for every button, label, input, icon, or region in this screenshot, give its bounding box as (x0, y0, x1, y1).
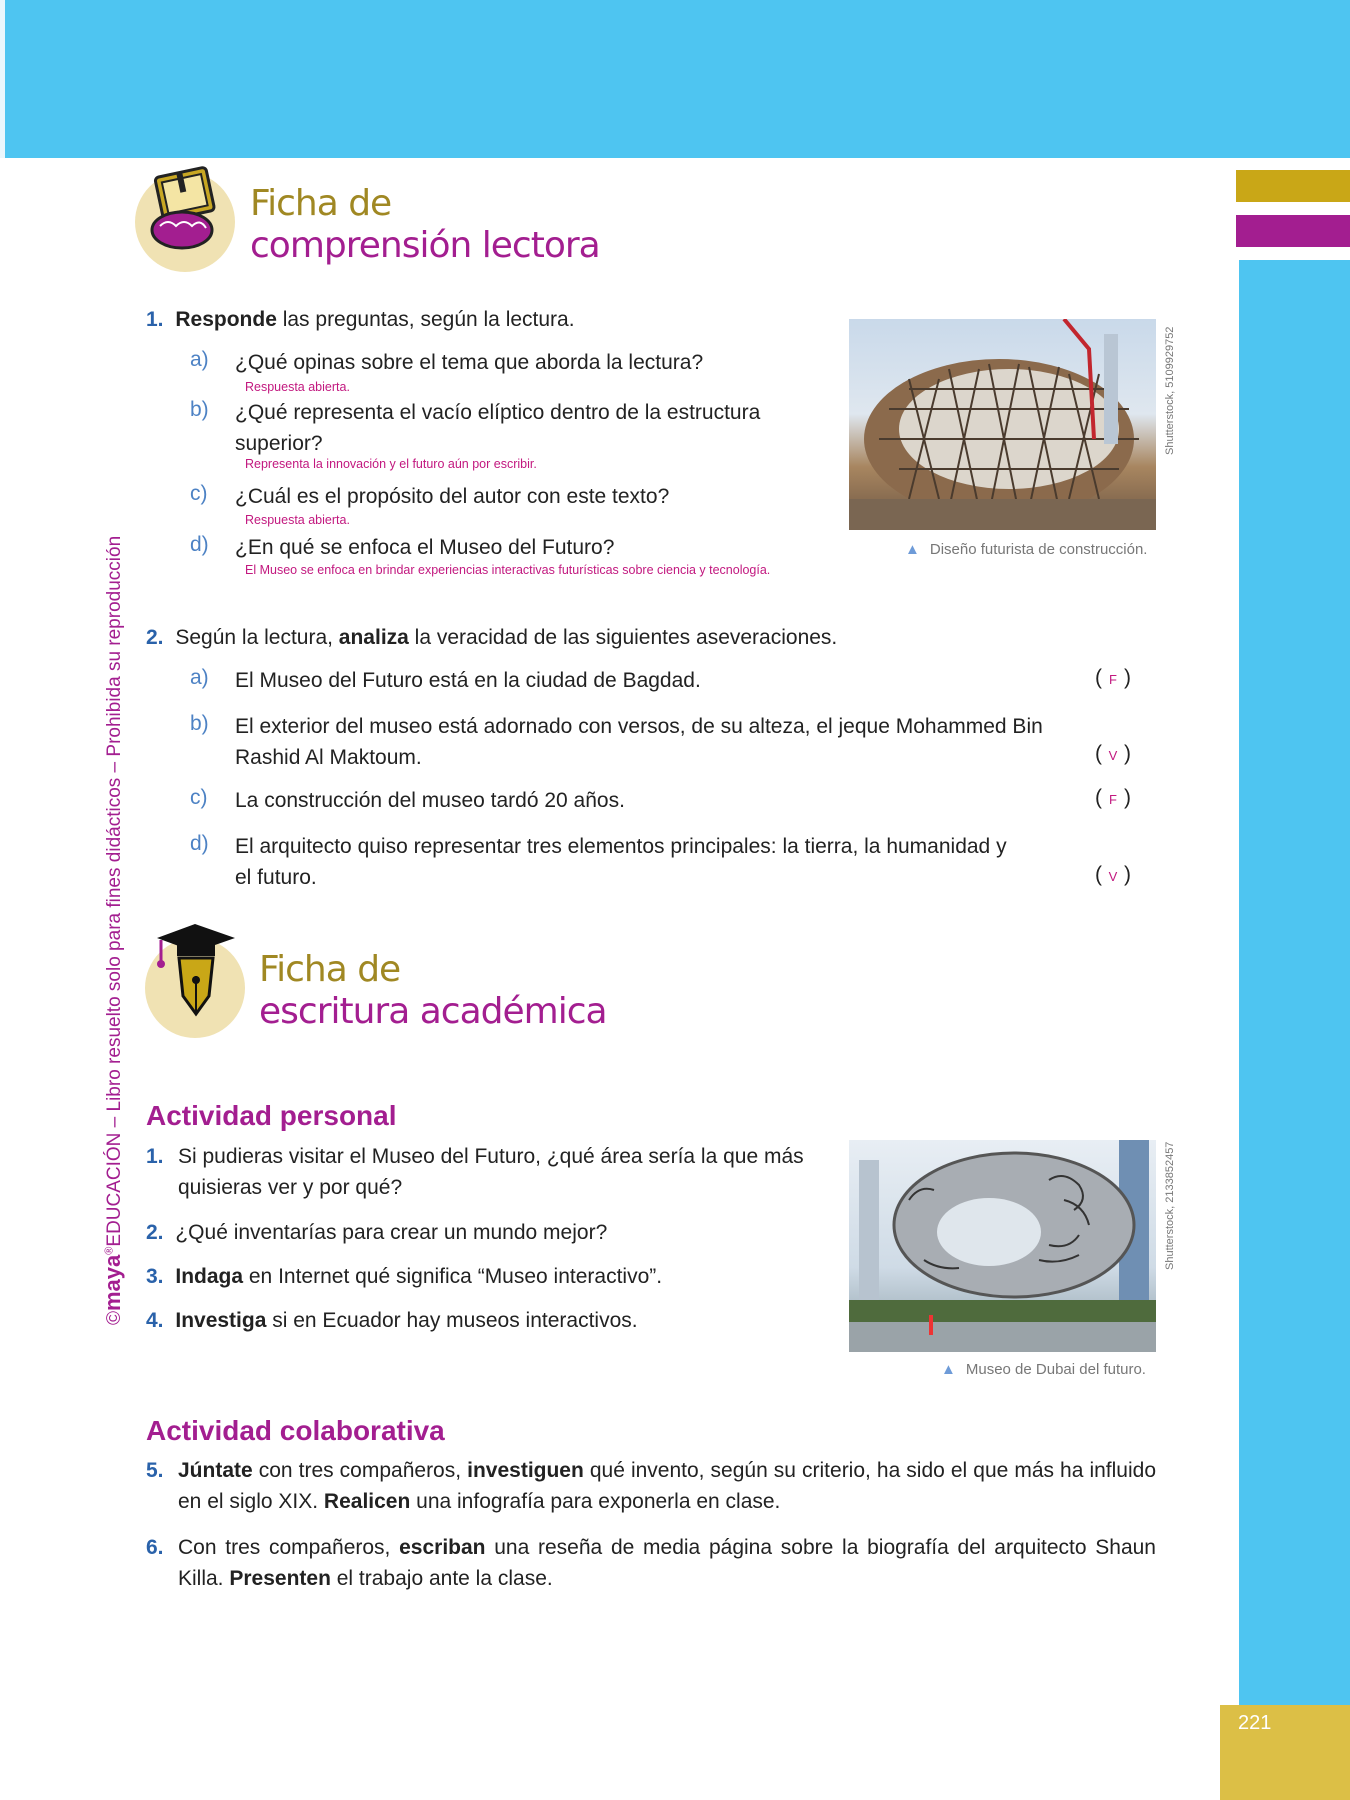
top-band-edge (0, 0, 5, 158)
q1-item-answer: Respuesta abierta. (245, 513, 350, 527)
q1-item-text: ¿Qué representa el vacío elíptico dentro de la estructura superior? (235, 401, 761, 455)
q1-item-letter: d) (190, 533, 209, 556)
q2-answer-box: ( F ) (1095, 786, 1131, 809)
section2-title-line2: escritura académica (259, 991, 607, 1032)
collab-item-5: 5. Júntate con tres compañeros, investiguen qué invento, según su criterio, ha sido el que más ha influido en el siglo XIX. Realicen una infografía para exponerla en clase. (146, 1459, 1156, 1513)
right-magenta-tab (1236, 215, 1350, 247)
q2-item-letter: d) (190, 832, 209, 855)
section1-title-line1: Ficha de (250, 183, 392, 224)
q2-item-text: El arquitecto quiso representar tres elementos principales: la tierra, la humanidad y el futuro. (235, 835, 1007, 889)
question-2: 2. Según la lectura, analiza la veracidad de las siguientes aseveraciones. (146, 626, 838, 649)
photo2-credit: Shutterstock, 2133852457 (1164, 1141, 1176, 1270)
q2-item-text: La construcción del museo tardó 20 años. (235, 789, 625, 812)
construction-graphic (849, 319, 1156, 530)
q1-item-answer: Representa la innovación y el futuro aún por escribir. (245, 457, 537, 471)
q2-item-text: El exterior del museo está adornado con versos, de su alteza, el jeque Mohammed Bin Rashid Al Maktoum. (235, 715, 1043, 769)
q1-item-answer: El Museo se enfoca en brindar experiencias interactivas futurísticas sobre ciencia y tecnología. (245, 563, 771, 577)
q2-answer-box: ( F ) (1095, 666, 1131, 689)
triangle-icon: ▲ (941, 1361, 956, 1378)
q2-item-text: El Museo del Futuro está en la ciudad de Bagdad. (235, 669, 701, 692)
writing-emblem (145, 938, 245, 1038)
photo1-caption: ▲ Diseño futurista de construcción. (905, 541, 1148, 558)
q1-item-letter: a) (190, 348, 209, 371)
brand-logo: maya (100, 1254, 125, 1311)
right-blue-margin (1239, 260, 1350, 1705)
museum-graphic (849, 1140, 1156, 1352)
collab-item-6: 6. Con tres compañeros, escriban una reseña de media página sobre la biografía del arquitecto Shaun Killa. Presenten el trabajo ante la clase. (146, 1536, 1156, 1590)
copyright-sidebar: ©maya®EDUCACIÓN – Libro resuelto solo para fines didácticos – Prohibida su reproducción (100, 535, 125, 1325)
question-1: 1. Responde las preguntas, según la lectura. (146, 308, 575, 331)
section1-title-line2: comprensión lectora (250, 225, 600, 266)
reading-emblem (135, 172, 235, 272)
graduation-pen-icon (147, 918, 247, 1028)
museum-photo (849, 1140, 1156, 1352)
q1-item-letter: c) (190, 482, 208, 505)
q1-item-letter: b) (190, 398, 209, 421)
triangle-icon: ▲ (905, 541, 920, 558)
personal-activity-heading: Actividad personal (146, 1100, 397, 1131)
photo2-caption: ▲ Museo de Dubai del futuro. (941, 1361, 1146, 1378)
personal-item: 3. Indaga en Internet qué significa “Museo interactivo”. (146, 1265, 663, 1288)
q1-item-text: ¿En qué se enfoca el Museo del Futuro? (235, 536, 615, 559)
collab-activity-heading: Actividad colaborativa (146, 1415, 445, 1446)
q1-item-text: ¿Qué opinas sobre el tema que aborda la lectura? (235, 351, 704, 374)
q2-item-letter: a) (190, 666, 209, 689)
q1-item-text: ¿Cuál es el propósito del autor con este texto? (235, 485, 670, 508)
construction-photo (849, 319, 1156, 530)
section2-title-line1: Ficha de (259, 949, 401, 990)
personal-item: 2. ¿Qué inventarías para crear un mundo mejor? (146, 1221, 608, 1244)
section1-title (250, 183, 600, 267)
q2-item-letter: b) (190, 712, 209, 735)
q2-answer-box: ( V ) (1095, 742, 1131, 765)
personal-item: 4. Investiga si en Ecuador hay museos interactivos. (146, 1309, 638, 1332)
right-gold-tab (1236, 170, 1350, 202)
page-number: 221 (1238, 1712, 1272, 1734)
q1-item-answer: Respuesta abierta. (245, 380, 350, 394)
book-brain-icon (130, 160, 240, 270)
top-band (0, 0, 1350, 158)
personal-item: 1. Si pudieras visitar el Museo del Futuro, ¿qué área sería la que más quisieras ver y por qué? (146, 1145, 804, 1199)
q2-answer-box: ( V ) (1095, 863, 1131, 886)
photo1-credit: Shutterstock, 5109929752 (1164, 326, 1176, 455)
section2-title (259, 949, 607, 1033)
q2-item-letter: c) (190, 786, 208, 809)
